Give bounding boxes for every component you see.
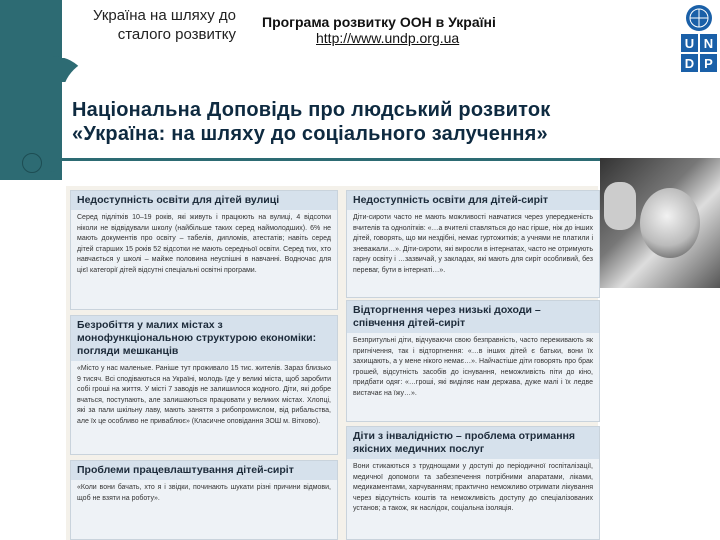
rule-dot	[22, 153, 42, 173]
box-heading: Недоступність освіти для дітей вулиці	[71, 191, 337, 210]
logo-letter-p: P	[704, 56, 713, 71]
box-text: Вони стикаються з труднощами у доступі до періодичної госпіталізації, медичної допомоги та забезпечення потрібними апаратами, ліками, медикаментами, харчуванням; практично неможливо отримати лікування через відсутність коштів та неможливість доступу до спеціалізованих установ; а також, як наслідок, соціальна ізоляція.	[353, 463, 593, 512]
box-employment-orphans	[70, 460, 338, 540]
box-unemployment	[70, 315, 338, 455]
box-heading: Відторгнення через низькі доходи – співчення дітей-сиріт	[347, 301, 599, 333]
box-heading: Проблеми працевлаштування дітей-сиріт	[71, 461, 337, 480]
program-block	[262, 14, 512, 46]
box-text: «Місто у нас маленьке. Раніше тут проживало 15 тис. жителів. Зараз близько 9 тисяч. Всі сподіваються на Україні, молодь їде у великі міста, щоб заробити собі гроші на життя. У місті 7 заводів не залишилося жодного. Діти, які добре вчаться, поступають, але залишаються працювати у великих містах. Хлопці, які за пали шкільну лаву, мають заняття з рибопромислом, від рибальства, але їх це особливо не приваблює» (Класичне оповідання ЗОШ м. Вітково).	[77, 365, 331, 425]
program-link[interactable]: http://www.undp.org.ua	[316, 30, 460, 46]
title-line-2: «Україна: на шляху до соціального залучення»	[72, 123, 548, 145]
photo-hand	[604, 182, 636, 230]
logo-letter-d: D	[684, 56, 695, 71]
box-heading: Діти з інвалідністю – проблема отримання якісних медичних послуг	[347, 427, 599, 459]
program-title: Програма розвитку ООН в Україні	[262, 14, 496, 30]
box-text: Серед підлітків 10–19 років, які живуть і працюють на вулиці, 4 відсотки ніколи не відвідували школу (найбільше таких серед наймолодших). 6% не мають документів про освіту – табелів, дипломів, атестатів; навіть серед дітей старших 15 років 52 відсотки не мають середньої освіти. Серед тих, хто навчається у школі – майже половина неуспішні в навчанні. Водночас для цієї категорії дітей відсутні спеціальні освітні програми.	[77, 214, 331, 274]
box-text: Безпритульні діти, відчуваючи свою безправність, часто переживають як пригнічення, так і відторгнення: «…в інших дітей є батьки, вони їх захищають, а у мене нікого немає…». Найчастіше діти говорять про брак грошей, відсутність засобів до існування, неможливість піти до кіно, придбати одяг: «…гроші, які виділяє нам держава, дуже малі і їх ледве вистачає на їжу…».	[353, 337, 593, 397]
box-orphans-education	[346, 190, 600, 298]
slide-title	[72, 98, 692, 146]
logo-letter-u: U	[684, 36, 695, 51]
box-low-income	[346, 300, 600, 422]
photo-face	[640, 188, 700, 258]
tagline: Україна на шляху до сталого розвитку	[92, 7, 236, 43]
box-text: «Коли вони бачать, хто я і звідки, починають шукати різні причини відмови, щоб не взяти на роботу».	[77, 484, 331, 502]
undp-logo	[680, 4, 718, 76]
box-text: Діти-сироти часто не мають можливості навчатися через упередженість вчителів та однолітків: «…а вчителі ставляться до нас гірше, ніж до інших дітей, говорять, що ми нездібні, немає гуртожитків; а учнями не платили і зневажали…». Діти-сироти, які виросли в інтернатах, часто не отримують гарну освіту і …зазвичай, у закладах, які мають для сиріт особливий, без переваг, бути в інтернаті…».	[353, 214, 593, 274]
box-street-children	[70, 190, 338, 310]
box-heading: Безробіття у малих містах з монофункціональною структурою економіки: погляди мешканців	[71, 316, 337, 361]
title-line-1: Національна Доповідь про людський розвиток	[72, 99, 551, 121]
logo-letter-n: N	[703, 36, 714, 51]
box-heading: Недоступність освіти для дітей-сиріт	[347, 191, 599, 210]
box-disability	[346, 426, 600, 540]
child-photo	[600, 158, 720, 288]
